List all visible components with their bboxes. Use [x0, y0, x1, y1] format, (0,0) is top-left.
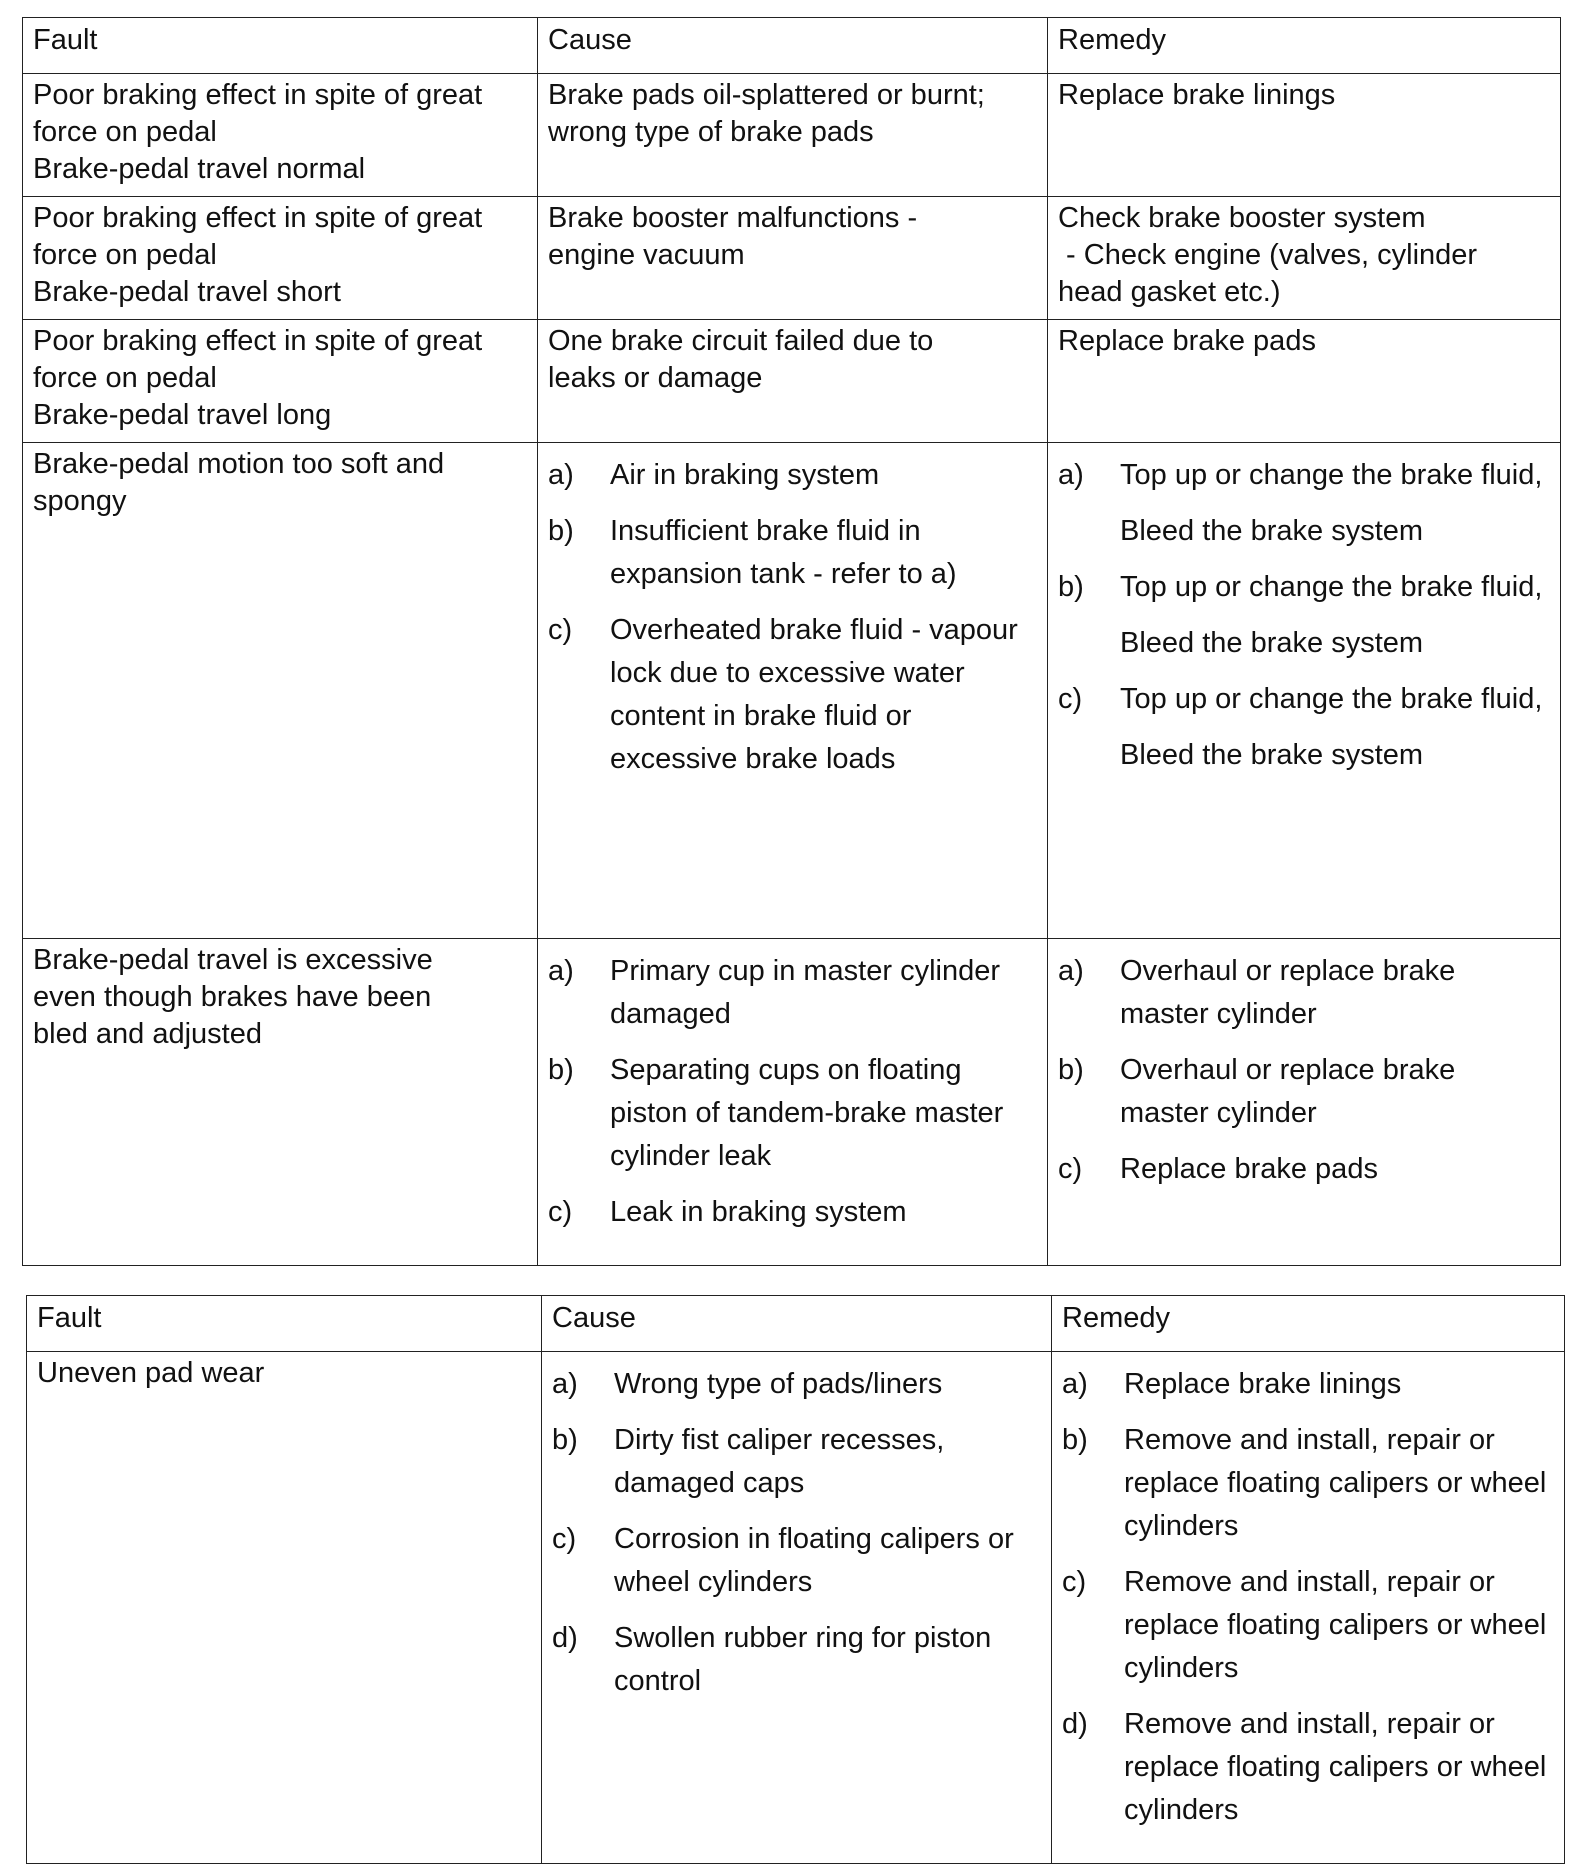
table-header-row	[23, 18, 1561, 74]
cause-line: Brake pads oil-splattered or burnt;	[548, 79, 985, 111]
list-marker: b)	[548, 515, 574, 547]
fault-cell	[27, 1352, 542, 1864]
list-item-text: Overhaul or replace brake master cylinder	[1120, 1054, 1456, 1129]
list-item	[1062, 1703, 1554, 1832]
list-item	[1062, 1363, 1554, 1406]
list-item	[548, 1049, 1037, 1178]
cause-line: One brake circuit failed due to	[548, 325, 934, 357]
remedy-cell	[1048, 74, 1561, 197]
header-fault: Fault	[23, 18, 538, 74]
table-row	[23, 320, 1561, 443]
list-item-text: Insufficient brake fluid in expansion tank - refer to a)	[610, 515, 957, 590]
list-item	[1058, 566, 1550, 665]
header-cause: Cause	[538, 18, 1048, 74]
list-item-text: Top up or change the brake fluid,	[1120, 459, 1543, 491]
list-item	[552, 1518, 1041, 1604]
list-item-text: Leak in braking system	[610, 1196, 907, 1228]
list-item	[552, 1617, 1041, 1703]
list-marker: b)	[1058, 1054, 1084, 1086]
list-item-text: Separating cups on floating piston of tandem-brake master cylinder leak	[610, 1054, 1004, 1172]
list-item	[1062, 1561, 1554, 1690]
list-marker: a)	[548, 459, 574, 491]
cause-cell	[538, 443, 1048, 939]
fault-line: Poor braking effect in spite of great	[33, 79, 483, 111]
remedy-line: Replace brake pads	[1058, 325, 1316, 357]
cause-list	[552, 1363, 1041, 1703]
list-item-text: Overheated brake fluid - vapour lock due to excessive water content in brake fluid or excessive brake loads	[610, 614, 1018, 775]
list-item-text: Primary cup in master cylinder damaged	[610, 955, 1000, 1030]
list-marker: c)	[1058, 683, 1083, 715]
fault-line: Brake-pedal travel is excessive	[33, 944, 433, 976]
fault-line: force on pedal	[33, 239, 217, 271]
fault-table-1	[22, 17, 1561, 1266]
list-item	[1062, 1419, 1554, 1548]
fault-line: spongy	[33, 485, 127, 517]
remedy-cell	[1048, 197, 1561, 320]
fault-cell	[23, 939, 538, 1266]
list-marker: c)	[548, 614, 573, 646]
list-marker: a)	[1062, 1368, 1088, 1400]
fault-cell	[23, 443, 538, 939]
remedy-line: Replace brake linings	[1058, 79, 1336, 111]
table-row	[23, 939, 1561, 1266]
fault-table-2	[26, 1295, 1565, 1864]
list-item-text: Remove and install, repair or replace floating calipers or wheel cylinders	[1124, 1566, 1547, 1684]
cause-list	[548, 454, 1037, 781]
list-item	[548, 1191, 1037, 1234]
cause-line: Brake booster malfunctions -	[548, 202, 918, 234]
list-item-text: Replace brake pads	[1120, 1153, 1378, 1185]
list-item-subtext: Bleed the brake system	[1120, 739, 1424, 771]
list-item	[1058, 454, 1550, 553]
fault-cell	[23, 74, 538, 197]
list-item	[548, 454, 1037, 497]
remedy-line: - Check engine (valves, cylinder	[1058, 239, 1478, 271]
remedy-line: Check brake booster system	[1058, 202, 1426, 234]
fault-line: even though brakes have been	[33, 981, 432, 1013]
list-item-text: Swollen rubber ring for piston control	[614, 1622, 992, 1697]
fault-line: Poor braking effect in spite of great	[33, 325, 483, 357]
list-item	[1058, 678, 1550, 777]
list-item-text: Remove and install, repair or replace floating calipers or wheel cylinders	[1124, 1708, 1547, 1826]
list-item-text: Top up or change the brake fluid,	[1120, 571, 1543, 603]
table-row	[27, 1352, 1565, 1864]
table-row	[23, 197, 1561, 320]
cause-line: wrong type of brake pads	[548, 116, 874, 148]
fault-line: force on pedal	[33, 116, 217, 148]
cause-line: leaks or damage	[548, 362, 763, 394]
cause-cell	[538, 320, 1048, 443]
list-item-body	[1120, 566, 1550, 665]
fault-line: Brake-pedal travel long	[33, 399, 332, 431]
table-row	[23, 443, 1561, 939]
list-marker: b)	[1058, 571, 1084, 603]
remedy-list	[1058, 454, 1550, 777]
list-item-subtext: Bleed the brake system	[1120, 627, 1424, 659]
header-fault: Fault	[27, 1296, 542, 1352]
table-row	[23, 74, 1561, 197]
list-marker: a)	[552, 1368, 578, 1400]
remedy-line: head gasket etc.)	[1058, 276, 1281, 308]
list-item-text: Top up or change the brake fluid,	[1120, 683, 1543, 715]
list-item	[552, 1363, 1041, 1406]
list-item-text: Corrosion in floating calipers or wheel cylinders	[614, 1523, 1014, 1598]
remedy-cell	[1048, 320, 1561, 443]
list-marker: b)	[1062, 1424, 1088, 1456]
remedy-list	[1062, 1363, 1554, 1832]
list-marker: a)	[548, 955, 574, 987]
cause-line: engine vacuum	[548, 239, 745, 271]
list-marker: c)	[548, 1196, 573, 1228]
list-marker: c)	[1058, 1153, 1083, 1185]
list-marker: c)	[1062, 1566, 1087, 1598]
list-item	[1058, 1148, 1550, 1191]
header-cause: Cause	[542, 1296, 1052, 1352]
remedy-cell	[1048, 939, 1561, 1266]
list-item-text: Remove and install, repair or replace floating calipers or wheel cylinders	[1124, 1424, 1547, 1542]
list-item-text: Replace brake linings	[1124, 1368, 1402, 1400]
cause-cell	[538, 939, 1048, 1266]
header-remedy: Remedy	[1048, 18, 1561, 74]
fault-line: Brake-pedal motion too soft and	[33, 448, 445, 480]
fault-line: bled and adjusted	[33, 1018, 262, 1050]
list-item-text: Wrong type of pads/liners	[614, 1368, 943, 1400]
cause-cell	[542, 1352, 1052, 1864]
list-item-subtext: Bleed the brake system	[1120, 515, 1424, 547]
list-item	[548, 950, 1037, 1036]
table-header-row	[27, 1296, 1565, 1352]
list-marker: b)	[552, 1424, 578, 1456]
list-item	[552, 1419, 1041, 1505]
fault-cell	[23, 320, 538, 443]
list-item-body	[1120, 678, 1550, 777]
list-marker: d)	[552, 1622, 578, 1654]
list-item-text: Dirty fist caliper recesses, damaged caps	[614, 1424, 945, 1499]
list-marker: a)	[1058, 459, 1084, 491]
list-item	[1058, 1049, 1550, 1135]
list-item-body	[1120, 454, 1550, 553]
list-marker: b)	[548, 1054, 574, 1086]
fault-cell	[23, 197, 538, 320]
list-item-text: Overhaul or replace brake master cylinder	[1120, 955, 1456, 1030]
cause-cell	[538, 197, 1048, 320]
fault-line: Poor braking effect in spite of great	[33, 202, 483, 234]
cause-list	[548, 950, 1037, 1234]
remedy-cell	[1048, 443, 1561, 939]
list-item	[1058, 950, 1550, 1036]
fault-line: Brake-pedal travel normal	[33, 153, 366, 185]
remedy-cell	[1052, 1352, 1565, 1864]
list-marker: d)	[1062, 1708, 1088, 1740]
fault-line: Uneven pad wear	[37, 1357, 265, 1389]
cause-cell	[538, 74, 1048, 197]
list-marker: c)	[552, 1523, 577, 1555]
fault-line: force on pedal	[33, 362, 217, 394]
header-remedy: Remedy	[1052, 1296, 1565, 1352]
list-marker: a)	[1058, 955, 1084, 987]
fault-line: Brake-pedal travel short	[33, 276, 341, 308]
list-item	[548, 510, 1037, 596]
list-item	[548, 609, 1037, 781]
list-item-text: Air in braking system	[610, 459, 880, 491]
remedy-list	[1058, 950, 1550, 1191]
